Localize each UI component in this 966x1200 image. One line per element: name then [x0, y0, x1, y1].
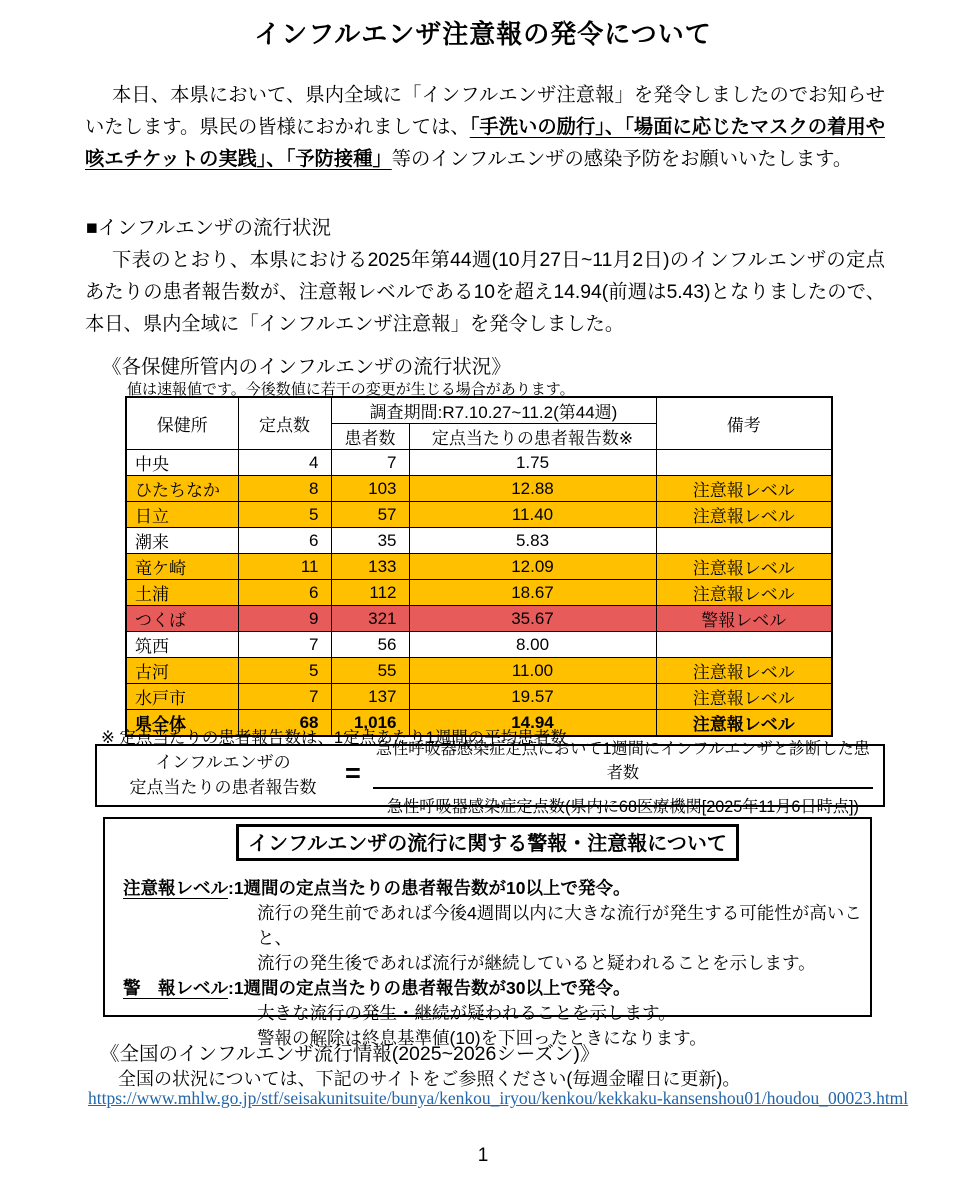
header-patient-count: 患者数 — [331, 424, 409, 450]
formula-denominator: 急性呼吸器感染症定点数(県内に68医療機関[2025年11月6日時点]) — [386, 798, 859, 816]
table-row — [126, 684, 832, 710]
table-cell-name: 日立 — [126, 502, 238, 528]
formula-numerator: 急性呼吸器感染症定点において1週間にインフルエンザと診断した患者数 — [373, 733, 873, 789]
national-info-heading: 《全国のインフルエンザ流行情報(2025~2026シーズン)》 — [100, 1043, 600, 1065]
table-section-heading: 《各保健所管内のインフルエンザの流行状況》 — [102, 356, 511, 378]
table-cell-rate: 35.67 — [409, 606, 656, 632]
table-cell-patients: 1,016 — [331, 710, 409, 737]
table-cell-rate: 11.40 — [409, 502, 656, 528]
table-cell-sites: 5 — [238, 658, 331, 684]
table-cell-note: 注意報レベル — [656, 710, 832, 737]
alert-description-line: 警報の解除は終息基準値(10)を下回ったときになります。 — [257, 1028, 707, 1049]
table-cell-rate: 19.57 — [409, 684, 656, 710]
intro-text-emphasis: 「手洗いの励行」、「場面に応じたマスクの着用や咳エチケットの実践」、「予防接種」 — [85, 117, 885, 171]
formula-box — [95, 740, 885, 816]
header-survey-period: 調査期間:R7.10.27~11.2(第44週) — [331, 397, 656, 424]
warning-level-label: 警 報レベル — [123, 978, 228, 999]
table-cell-rate: 11.00 — [409, 658, 656, 684]
health-table-body — [126, 450, 832, 737]
alert-description-line: 流行の発生後であれば流行が継続していると疑われることを示します。 — [257, 953, 816, 974]
table-row — [126, 658, 832, 684]
table-cell-sites: 4 — [238, 450, 331, 476]
table-row — [126, 632, 832, 658]
formula-fraction — [373, 733, 873, 818]
table-cell-note: 注意報レベル — [656, 554, 832, 580]
caution-level-description — [105, 901, 870, 976]
alert-info-box — [103, 817, 872, 1049]
table-cell-rate: 12.09 — [409, 554, 656, 580]
table-cell-name: 潮来 — [126, 528, 238, 554]
warning-level-line — [123, 976, 870, 1001]
health-center-table — [125, 396, 833, 737]
table-cell-name: 古河 — [126, 658, 238, 684]
table-cell-name: 土浦 — [126, 580, 238, 606]
table-row — [126, 450, 832, 476]
table-cell-note — [656, 528, 832, 554]
header-rate: 定点当たりの患者報告数※ — [409, 424, 656, 450]
table-cell-sites: 7 — [238, 684, 331, 710]
table-row — [126, 528, 832, 554]
table-cell-sites: 6 — [238, 528, 331, 554]
table-cell-name: 竜ケ崎 — [126, 554, 238, 580]
table-cell-rate: 18.67 — [409, 580, 656, 606]
table-cell-rate: 5.83 — [409, 528, 656, 554]
mhlw-link[interactable]: https://www.mhlw.go.jp/stf/seisakunitsuite/bunya/kenkou_iryou/kenkou/kekkaku-kansenshou01/houdou_00023.html — [88, 1088, 909, 1108]
national-info-body: 全国の状況については、下記のサイトをご参照ください(毎週金曜日に更新)。 — [118, 1069, 741, 1089]
formula-label-line2: 定点当たりの患者報告数 — [129, 777, 317, 797]
warning-level-text: :1週間の定点当たりの患者報告数が30以上で発令。 — [228, 978, 631, 999]
document-title: インフルエンザ注意報の発令について — [254, 19, 712, 49]
table-cell-patients: 35 — [331, 528, 409, 554]
table-cell-name: 中央 — [126, 450, 238, 476]
table-cell-patients: 133 — [331, 554, 409, 580]
table-cell-note: 注意報レベル — [656, 476, 832, 502]
table-cell-rate: 12.88 — [409, 476, 656, 502]
page-number: 1 — [477, 1145, 489, 1166]
table-cell-patients: 7 — [331, 450, 409, 476]
table-cell-rate: 1.75 — [409, 450, 656, 476]
table-cell-note — [656, 450, 832, 476]
section-heading-epidemic-status: ■インフルエンザの流行状況 — [86, 217, 331, 239]
alert-info-title: インフルエンザの流行に関する警報・注意報について — [236, 824, 739, 861]
formula-label-line1: インフルエンザの — [155, 752, 291, 772]
table-cell-rate: 14.94 — [409, 710, 656, 737]
table-cell-note: 警報レベル — [656, 606, 832, 632]
epidemic-status-paragraph: 下表のとおり、本県における2025年第44週(10月27日~11月2日)のインフルエンザの定点あたりの患者報告数が、注意報レベルである10を超え14.94(前週は5.43)となりましたので、本日、県内全域に「インフルエンザ注意報」を発令しました。 — [85, 250, 885, 336]
intro-paragraph — [85, 80, 885, 176]
formula-label — [107, 751, 339, 800]
table-cell-sites: 11 — [238, 554, 331, 580]
table-cell-note: 注意報レベル — [656, 658, 832, 684]
caution-level-label: 注意報レベル — [123, 878, 228, 898]
caution-level-text: :1週間の定点当たりの患者報告数が10以上で発令。 — [228, 878, 631, 898]
table-cell-sites: 68 — [238, 710, 331, 737]
intro-text-post: 等のインフルエンザの感染予防をお願いいたします。 — [391, 149, 853, 171]
table-cell-note — [656, 632, 832, 658]
table-cell-patients: 56 — [331, 632, 409, 658]
table-cell-name: つくば — [126, 606, 238, 632]
table-cell-patients: 57 — [331, 502, 409, 528]
table-cell-sites: 8 — [238, 476, 331, 502]
table-cell-patients: 112 — [331, 580, 409, 606]
header-remarks: 備考 — [656, 397, 832, 450]
table-cell-sites: 7 — [238, 632, 331, 658]
header-health-center: 保健所 — [126, 397, 238, 450]
equals-sign: = — [345, 758, 361, 788]
alert-description-line: 流行の発生前であれば今後4週間以内に大きな流行が発生する可能性が高いこと、 — [257, 903, 862, 949]
table-cell-patients: 321 — [331, 606, 409, 632]
table-row — [126, 606, 832, 632]
header-sentinel-count: 定点数 — [238, 397, 331, 450]
table-cell-note: 注意報レベル — [656, 502, 832, 528]
table-row — [126, 580, 832, 606]
table-cell-name: 県全体 — [126, 710, 238, 737]
table-row — [126, 502, 832, 528]
table-cell-name: 筑西 — [126, 632, 238, 658]
table-row — [126, 554, 832, 580]
table-cell-note: 注意報レベル — [656, 684, 832, 710]
intro-text-pre: 本日、本県において、県内全域に「インフルエンザ注意報」を発令しましたのでお知らせいたします。県民の皆様におかれましては、 — [85, 85, 885, 139]
table-cell-rate: 8.00 — [409, 632, 656, 658]
alert-description-line: 大きな流行の発生・継続が疑われることを示します。 — [257, 1003, 676, 1024]
caution-level-line — [123, 876, 870, 901]
table-cell-name: ひたちなか — [126, 476, 238, 502]
table-cell-sites: 5 — [238, 502, 331, 528]
table-row — [126, 476, 832, 502]
rate-footnote: ※ 定点当たりの患者報告数は、1定点あたり1週間の平均患者数 — [101, 729, 567, 747]
alert-info-content — [105, 876, 870, 1051]
table-cell-sites: 9 — [238, 606, 331, 632]
table-cell-note: 注意報レベル — [656, 580, 832, 606]
table-cell-patients: 55 — [331, 658, 409, 684]
table-cell-patients: 137 — [331, 684, 409, 710]
table-cell-patients: 103 — [331, 476, 409, 502]
table-cell-name: 水戸市 — [126, 684, 238, 710]
table-cell-sites: 6 — [238, 580, 331, 606]
table-provisional-note: 値は速報値です。今後数値に若干の変更が生じる場合があります。 — [127, 381, 575, 398]
